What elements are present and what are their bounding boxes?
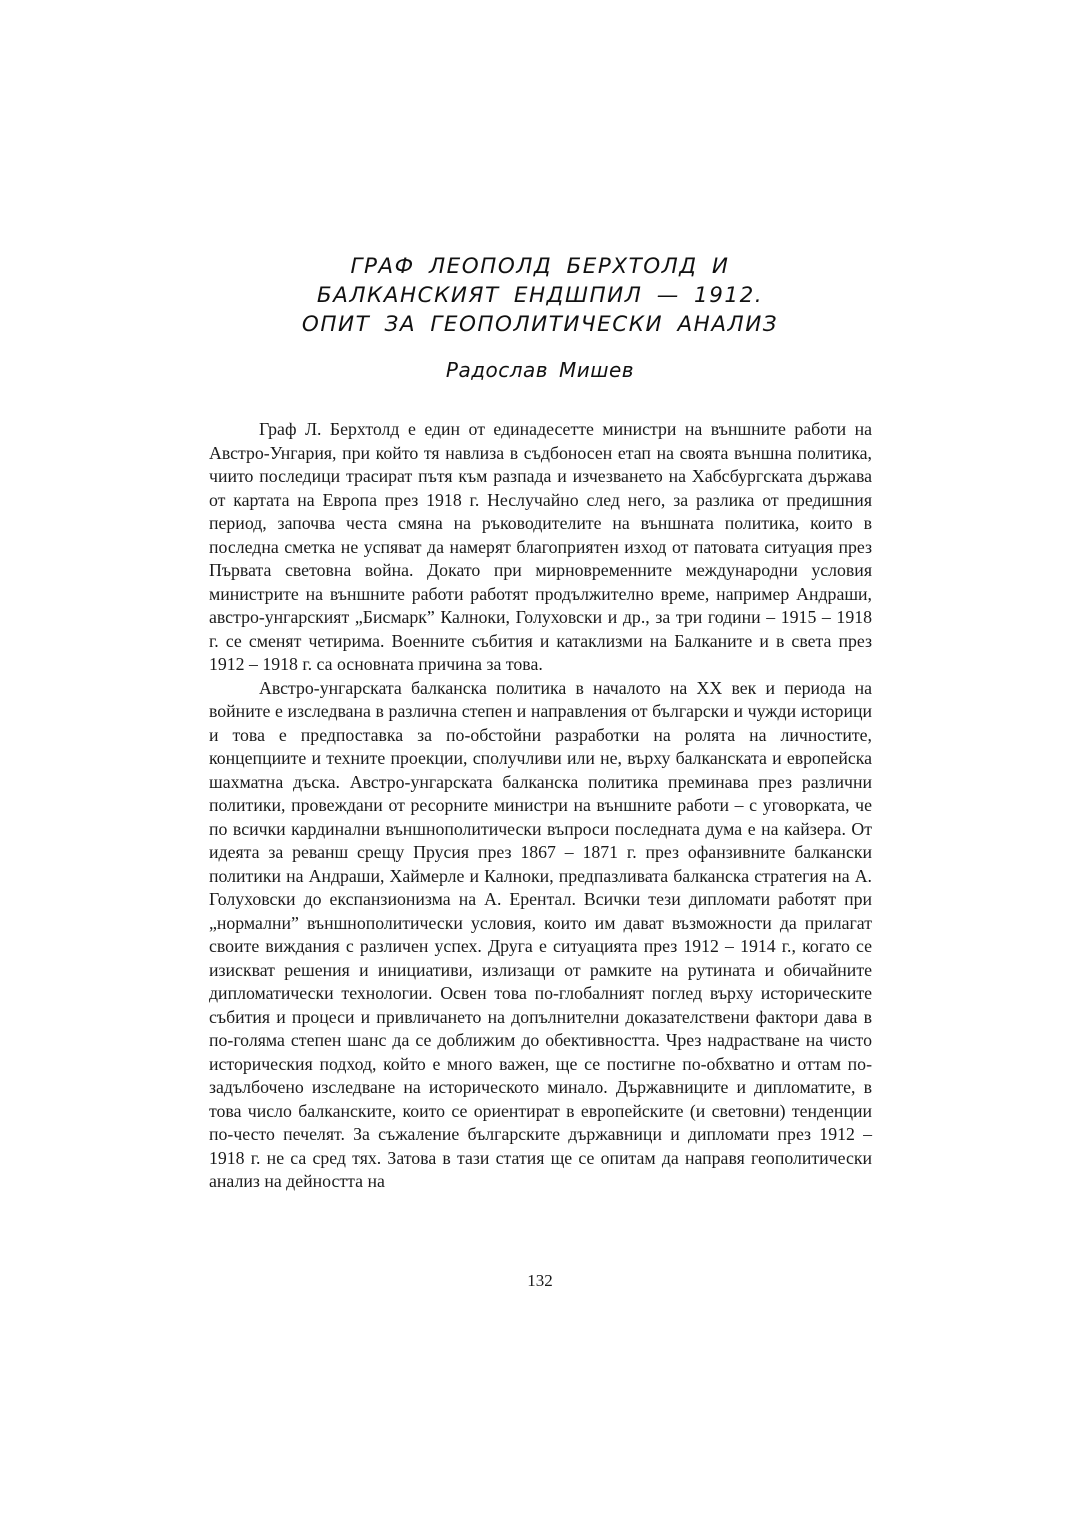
article-author: Радослав Мишев <box>445 358 635 382</box>
page-number: 132 <box>527 1271 553 1290</box>
body-paragraph: Граф Л. Берхтолд е един от единадесетте министри на външните работи на Австро-Унгария, при който тя навлиза в съдбоносен етап на своята външна политика, чиито последици трасират пътя към разпада и изчезването на Хабсбургската държава от картата на Европа през 1918 г. Неслучайно след него, за разлика от предишния период, започва честа смяна на ръководителите на външната политика, които в последна сметка не успяват да намерят благоприятен изход от патовата ситуация през Първата световна война. Докато при мирновременните международни условия министрите на външните работи работят продължително време, например Андраши, австро-унгарският „Бисмарк” Калноки, Голуховски и др., за три години – 1915 – 1918 г. се сменят четирима. Военните събития и катаклизми на Балканите и в света през 1912 – 1918 г. са основната причина за това. <box>209 419 872 674</box>
article-body <box>209 418 872 1194</box>
title-line: ГРАФ ЛЕОПОЛД БЕРХТОЛД И <box>350 254 730 279</box>
title-line: ОПИТ ЗА ГЕОПОЛИТИЧЕСКИ АНАЛИЗ <box>301 312 779 337</box>
body-paragraph: Австро-унгарската балканска политика в началото на XX век и периода на войните е изследвана в различна степен и направления от български и чужди историци и това е предпоставка за по-обстойни разработки на ролята на личностите, концепциите и техните проекции, сполучливи или не, върху балканската и европейска шахматна дъска. Австро-унгарската балканска политика преминава през различни политики, провеждани от ресорните министри на външните работи – с уговорката, че по всички кардинални външнополитически въпроси последната дума е на кайзера. От идеята за реванш срещу Прусия през 1867 – 1871 г. през офанзивните балкански политики на Андраши, Хаймерле и Калноки, предпазливата балканска стратегия на А. Голуховски до експанзионизма на А. Ерентал. Всички тези дипломати работят при „нормални” външнополитически условия, които им дават възможности да прилагат своите виждания с различен успех. Друга е ситуацията през 1912 – 1914 г., когато се изискват решения и инициативи, излизащи от рамките на рутината и обичайните дипломатически технологии. Освен това по-глобалният поглед върху историческите събития и процеси и привличането на допълнителни доказателствени фактори дава в по-голяма степен шанс да се доближим до обективността. Чрез надрастване на чисто историческия подход, който е много важен, ще се постигне по-обхватно и оттам по-задълбочено изследване на историческото минало. Държавниците и дипломатите, в това число балканските, които се ориентират в европейските (и световни) тенденции по-често печелят. За съжаление българските държавници и дипломати през 1912 – 1918 г. не са сред тях. Затова в тази статия ще се опитам да направя геополитически анализ на дейността на <box>209 677 872 1191</box>
article-title <box>200 252 880 339</box>
title-line: БАЛКАНСКИЯТ ЕНДШПИЛ — 1912. <box>316 283 764 308</box>
